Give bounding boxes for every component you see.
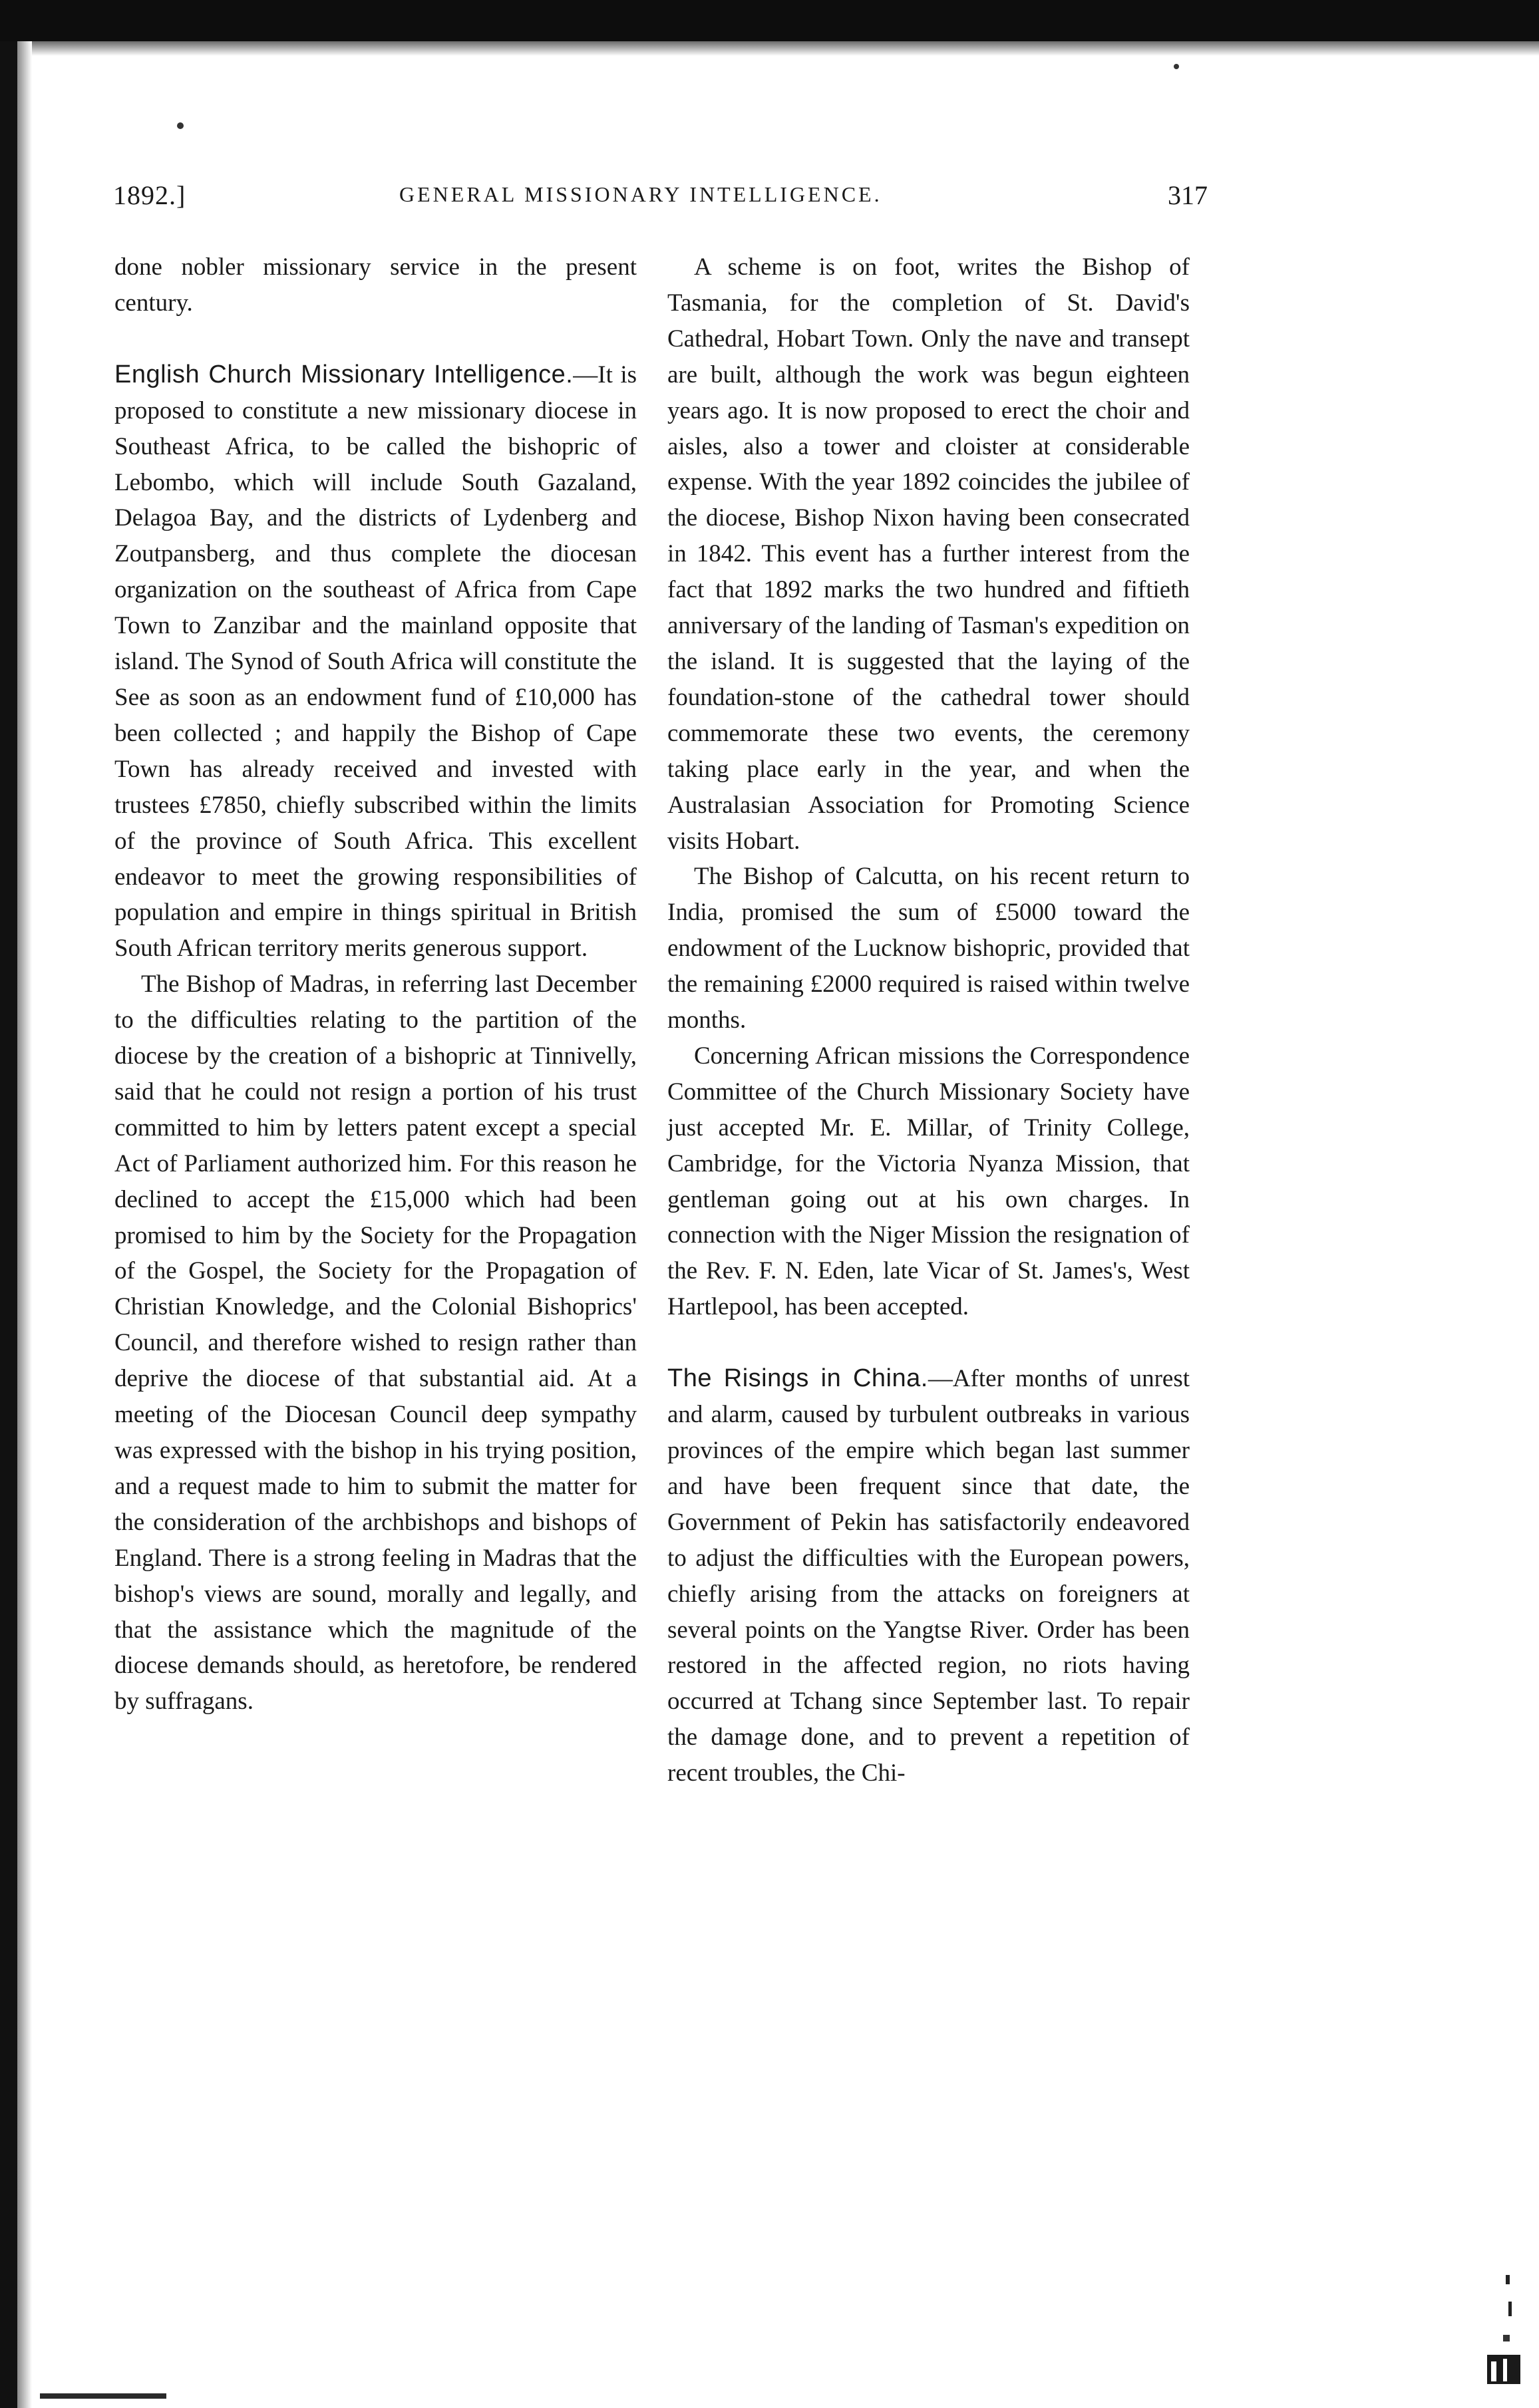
- running-header: [113, 180, 1208, 220]
- paragraph: A scheme is on foot, writes the Bishop of Tasmania, for the completion of St. David's Cathedral, Hobart Town. Only the nave and transept are built, although the work was begun eighteen years ago. It is now proposed to erect the choir and aisles, also a tower and cloister at considerable expense. With the year 1892 coincides the jubilee of the diocese, Bishop Nixon having been consecrated in 1842. This event has a further interest from the fact that 1892 marks the two hundred and fiftieth anniversary of the landing of Tasman's expedition on the island. It is suggested that the laying of the foundation-stone of the cathedral tower should commemorate these two events, the ceremony taking place early in the year, and when the Australasian Association for Promoting Science visits Hobart.: [667, 253, 1190, 855]
- scan-mark-bottom: [40, 2393, 166, 2399]
- page-number: 317: [1168, 180, 1208, 210]
- paragraph: done nobler missionary service in the present century.: [114, 253, 637, 317]
- scan-shadow-left: [17, 41, 32, 2408]
- left-column: [114, 249, 637, 1720]
- paragraph: The Bishop of Madras, in referring last December to the difficulties relating to the partition of the diocese by the creation of a bishopric at Tinnivelly, said that he could not resign a portion of his trust committed to him by letters patent except a special Act of Parliament authorized him. For this reason he declined to accept the £15,000 which had been promised to him by the Society for the Propagation of the Gospel, the Society for the Propagation of Christian Knowledge, and the Colonial Bishoprics' Council, and therefore wished to resign rather than deprive the diocese of that substantial aid. At a meeting of the Diocesan Council deep sympathy was expressed with the bishop in his trying position, and a request made to him to submit the matter for the consideration of the archbishops and bishops of England. There is a strong feeling in Madras that the bishop's views are sound, morally and legally, and that the assistance which the magnitude of the diocese demands should, as heretofore, be rendered by suffragans.: [114, 971, 637, 1716]
- scan-edge-marks: [1474, 2262, 1527, 2388]
- paragraph: The Bishop of Calcutta, on his recent return to India, promised the sum of £5000 toward the endowment of the Lucknow bishopric, provided that the remaining £2000 required is raised within twelve months.: [667, 863, 1190, 1034]
- scan-border-top: [0, 0, 1539, 41]
- scan-border-left: [0, 41, 17, 2408]
- section-paragraph: [667, 1361, 1190, 1791]
- right-column: [667, 249, 1190, 1791]
- section-title: The Risings in China.: [667, 1364, 928, 1393]
- paragraph-text: —After months of unrest and alarm, caused by turbulent outbreaks in various provinces of the empire which began last summer and have been frequent since that date, the Government of Pekin has satisfactorily endeavored to adjust the difficulties with the European powers, chiefly arising from the attacks on foreigners at several points on the Yangtse River. Order has been restored in the affected region, no riots having occurred at Tchang since September last. To repair the damage done, and to prevent a repetition of recent troubles, the Chi-: [667, 1365, 1190, 1787]
- header-title: GENERAL MISSIONARY INTELLIGENCE.: [399, 182, 882, 206]
- scan-shadow-top: [0, 41, 1539, 56]
- scan-speck: [1174, 64, 1179, 69]
- section-title: English Church Missionary Intelligence.: [114, 360, 574, 388]
- paragraph-text: —It is proposed to constitute a new missionary diocese in Southeast Africa, to be called the bishopric of Lebombo, which will include South Gazaland, Delagoa Bay, and the districts of Lydenberg and Zoutpansberg, and thus complete the diocesan organization on the southeast of Africa from Cape Town to Zanzibar and the mainland opposite that island. The Synod of South Africa will constitute the See as soon as an endowment fund of £10,000 has been collected ; and happily the Bishop of Cape Town has already received and invested with trustees £7850, chiefly subscribed within the limits of the province of South Africa. This excellent endeavor to meet the growing responsibilities of population and empire in things spiritual in British South African territory merits generous support.: [114, 361, 637, 963]
- paragraph: Concerning African missions the Correspondence Committee of the Church Missionary Society have just accepted Mr. E. Millar, of Trinity College, Cambridge, for the Victoria Nyanza Mission, that gentleman going out at his own charges. In connection with the Niger Mission the resignation of the Rev. F. N. Eden, late Vicar of St. James's, West Hartlepool, has been accepted.: [667, 1042, 1190, 1321]
- section-gap: [114, 321, 637, 357]
- scan-speck: [177, 122, 184, 129]
- header-year: 1892.]: [113, 180, 186, 210]
- section-paragraph: [114, 357, 637, 967]
- section-gap: [667, 1325, 1190, 1361]
